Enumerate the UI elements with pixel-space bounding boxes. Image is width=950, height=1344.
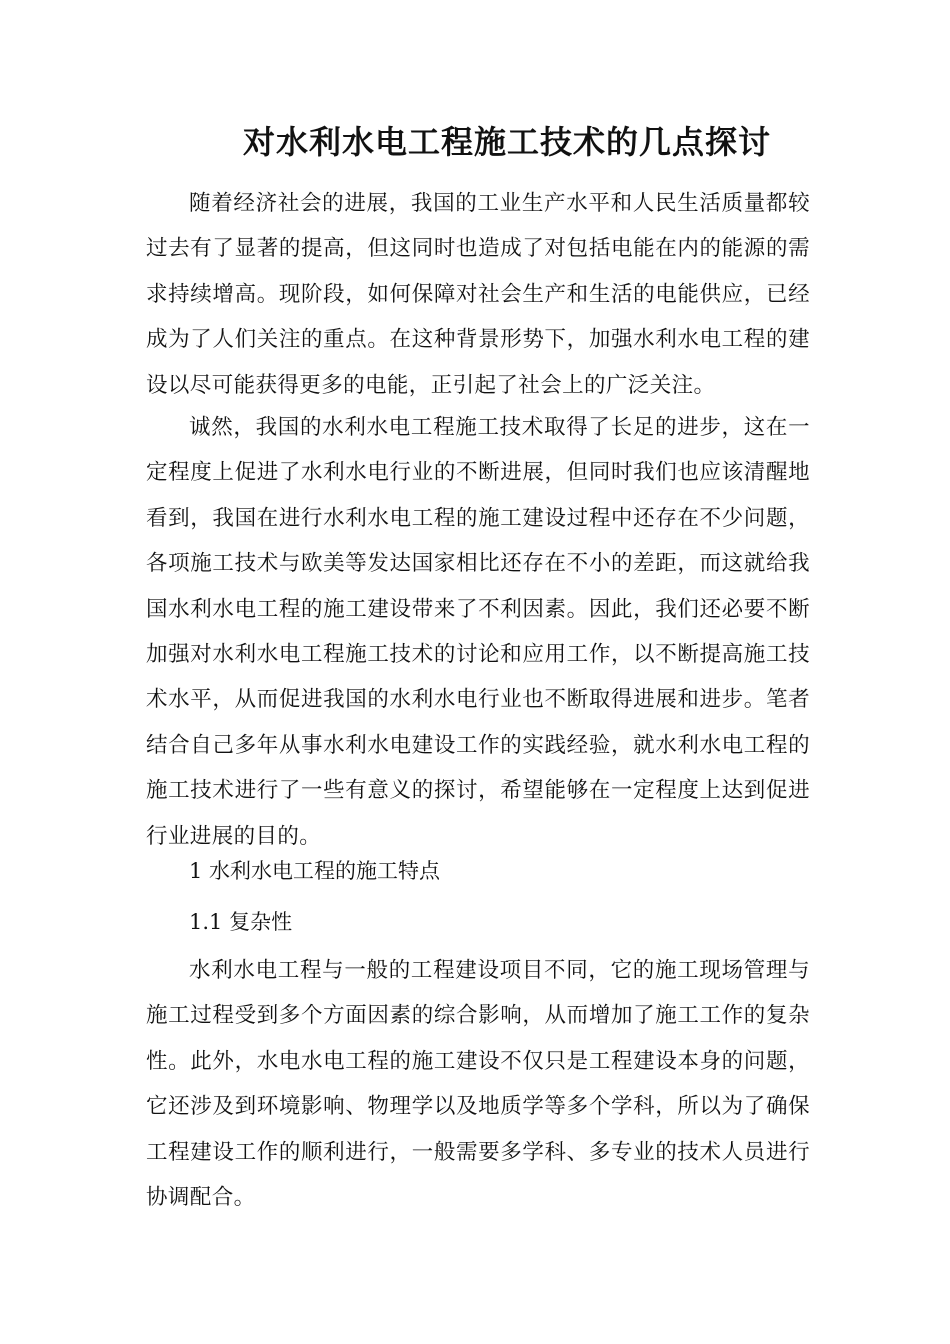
intro-paragraph-1: 随着经济社会的进展，我国的工业生产水平和人民生活质量都较过去有了显著的提高，但这同时也造成了对包括电能在内的能源的需求持续增高。现阶段，如何保障对社会生产和生活的电能供应，已经成为了人们关注的重点。在这种背景形势下，加强水利水电工程的建设以尽可能获得更多的电能，正引起了社会上的广泛关注。: [146, 191, 810, 398]
intro-paragraph-2: 诚然，我国的水利水电工程施工技术取得了长足的进步，这在一定程度上促进了水利水电行业的不断进展，但同时我们也应该清醒地看到，我国在进行水利水电工程的施工建设过程中还存在不少问题，各项施工技术与欧美等发达国家相比还存在不小的差距，而这就给我国水利水电工程的施工建设带来了不利因素。因此，我们还必要不断加强对水利水电工程施工技术的讨论和应用工作，以不断提高施工技术水平，从而促进我国的水利水电行业也不断取得进展和进步。笔者结合自己多年从事水利水电建设工作的实践经验，就水利水电工程的施工技术进行了一些有意义的探讨，希望能够在一定程度上达到促进行业进展的目的。: [146, 415, 810, 849]
document-title: 对水利水电工程施工技术的几点探讨: [242, 123, 771, 161]
subsection-heading: 1.1 复杂性: [189, 910, 293, 934]
subsection-paragraph: 水利水电工程与一般的工程建设项目不同，它的施工现场管理与施工过程受到多个方面因素的综合影响，从而增加了施工工作的复杂性。此外，水电水电工程的施工建设不仅只是工程建设本身的问题，它还涉及到环境影响、物理学以及地质学等多个学科，所以为了确保工程建设工作的顺利进行，一般需要多学科、多专业的技术人员进行协调配合。: [146, 958, 810, 1211]
section-heading: 1 水利水电工程的施工特点: [189, 859, 441, 883]
